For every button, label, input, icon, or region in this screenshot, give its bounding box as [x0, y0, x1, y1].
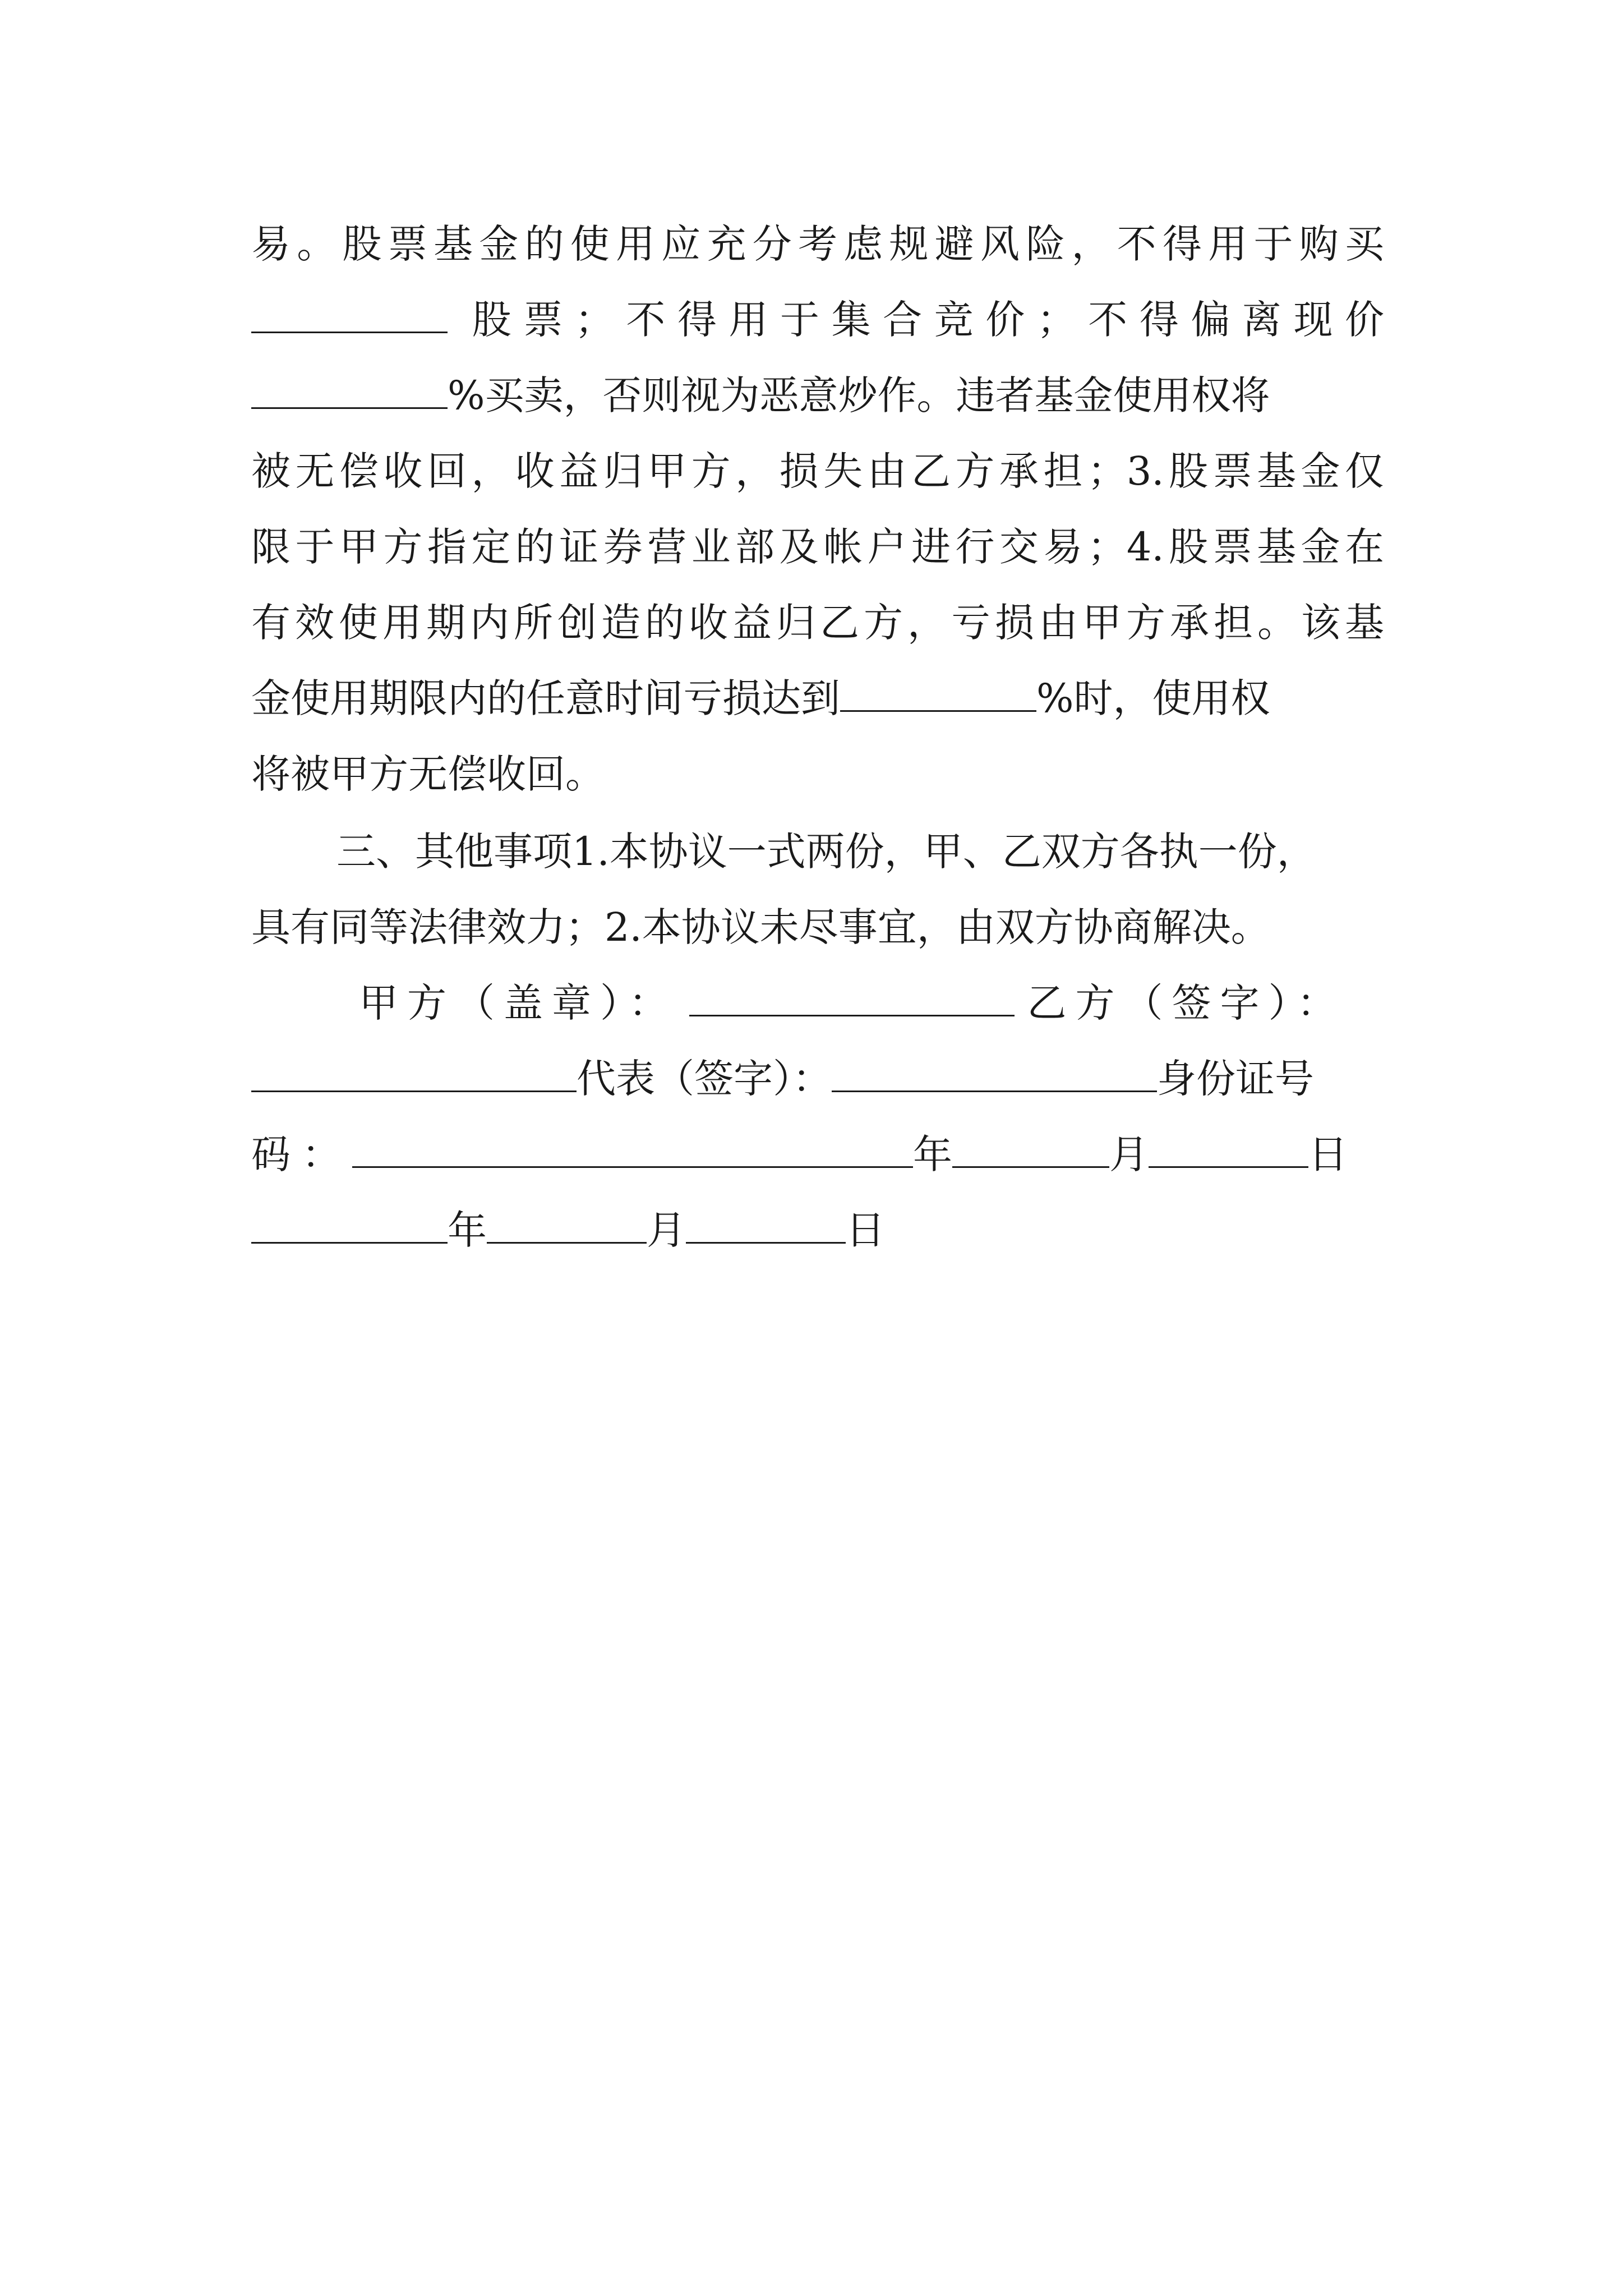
- text-segment: 日: [1308, 1131, 1348, 1177]
- blank-field[interactable]: [952, 1121, 1109, 1168]
- text-line: [251, 210, 1384, 278]
- blank-field[interactable]: [251, 287, 448, 333]
- text-segment: 股票；不得用于集合竞价；不得偏离现价: [472, 297, 1384, 343]
- text-segment: 甲方（盖章）：: [359, 980, 677, 1026]
- text-line: [251, 513, 1384, 581]
- text-segment: 金使用期限内的任意时间亏损达到: [251, 675, 840, 721]
- blank-field[interactable]: [251, 362, 448, 409]
- text-line: [251, 589, 1384, 656]
- text-segment: %买卖，否则视为恶意炒作。违者基金使用权将: [448, 372, 1270, 418]
- text-segment: 年: [913, 1131, 952, 1177]
- text-segment: 有效使用期内所创造的收益归乙方，亏损由甲方承担。该基: [251, 600, 1384, 646]
- text-segment: 日: [846, 1207, 885, 1253]
- blank-field[interactable]: [840, 665, 1036, 712]
- text-segment: 身份证号: [1157, 1056, 1314, 1102]
- text-segment: 限于甲方指定的证券营业部及帐户进行交易；4.股票基金在: [251, 524, 1384, 570]
- blank-field[interactable]: [251, 1197, 448, 1244]
- text-line: [251, 286, 1384, 353]
- signature-line: [359, 969, 1385, 1037]
- blank-field[interactable]: [1149, 1121, 1308, 1168]
- blank-field[interactable]: [832, 1046, 1157, 1092]
- text-line: [336, 818, 1385, 885]
- blank-field[interactable]: [487, 1197, 647, 1244]
- text-line: [251, 740, 1384, 808]
- text-segment: 三、其他事项1.本协议一式两份，甲、乙双方各执一份，: [336, 829, 1316, 875]
- text-segment: 将被甲方无偿收回。: [251, 751, 605, 797]
- signature-line: [251, 1045, 1384, 1112]
- text-line: [251, 438, 1384, 505]
- text-segment: 月: [647, 1207, 686, 1253]
- blank-field[interactable]: [251, 1046, 577, 1092]
- date-line: [251, 1197, 1384, 1264]
- blank-field[interactable]: [352, 1121, 913, 1168]
- text-segment: 乙方（签字）：: [1027, 980, 1345, 1026]
- text-segment: 具有同等法律效力；2.本协议未尽事宜，由双方协商解决。: [251, 904, 1270, 950]
- text-segment: 月: [1109, 1131, 1149, 1177]
- blank-field[interactable]: [686, 1197, 846, 1244]
- text-segment: %时，使用权: [1036, 675, 1270, 721]
- text-segment: 码：: [251, 1131, 352, 1177]
- text-line: [251, 894, 1384, 961]
- text-segment: 代表（签字）：: [577, 1056, 832, 1102]
- text-segment: 易。股票基金的使用应充分考虑规避风险，不得用于购买: [251, 221, 1384, 267]
- blank-field[interactable]: [689, 970, 1015, 1016]
- text-segment: 年: [448, 1207, 487, 1253]
- text-line: [251, 665, 1384, 732]
- date-line: [251, 1121, 1384, 1188]
- text-segment: 被无偿收回，收益归甲方，损失由乙方承担；3.股票基金仅: [251, 448, 1384, 494]
- text-line: [251, 362, 1384, 429]
